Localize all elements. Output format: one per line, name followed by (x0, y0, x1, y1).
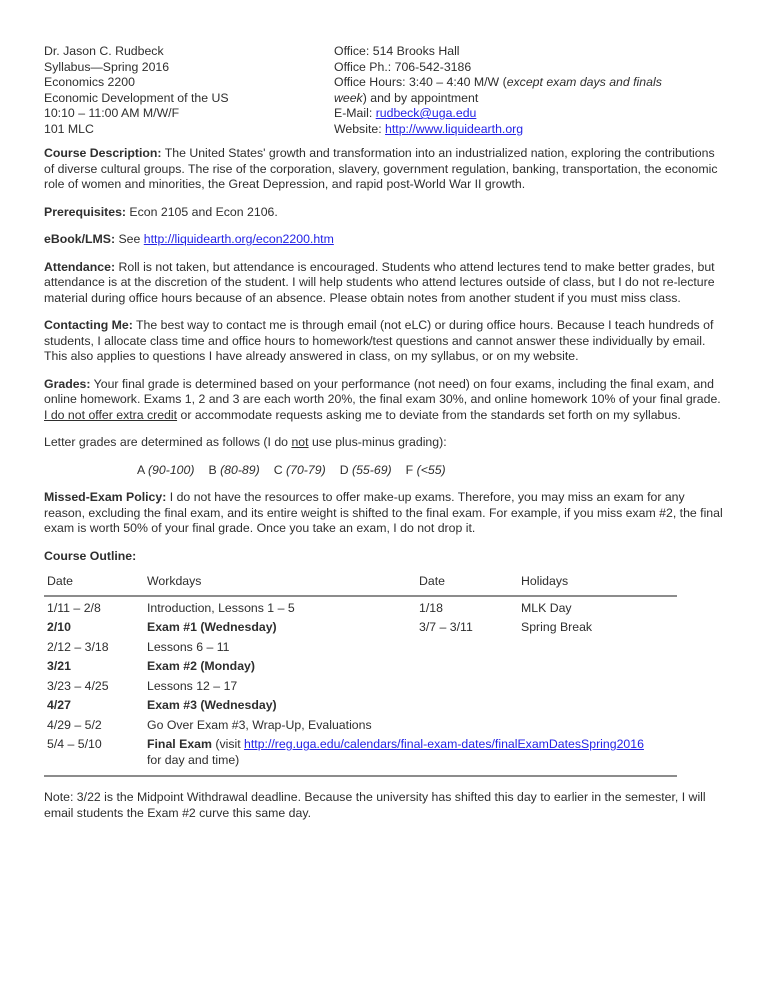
grade-scale-line (137, 463, 725, 479)
row-date: 4/29 – 5/2 (47, 717, 102, 732)
row-holiday-date (419, 659, 521, 675)
grades-no-extra-credit: I do not offer extra credit (44, 407, 178, 422)
syllabus-term: Syllabus—Spring 2016 (44, 59, 170, 74)
final-exam-line1 (147, 737, 677, 753)
row-holiday-date (419, 679, 521, 695)
prerequisites-paragraph (44, 205, 725, 221)
row-holiday-date (419, 640, 521, 656)
grade-range: (<55) (416, 462, 446, 477)
contacting-me-text: The best way to contact me is through email (not eLC) or during office hours. Because I teach hundreds of students, I allocate class time and office hours to homework/test questions and cannot answer these individually by email. This also applies to questions I have already answered in class, on my syllabus, or on my website. (44, 318, 714, 363)
contacting-me-label: Contacting Me: (44, 318, 133, 332)
table-row-final-exam (44, 737, 677, 768)
letter-grades-text-2: use plus-minus grading): (308, 435, 447, 449)
row-date: 2/12 – 3/18 (47, 639, 109, 654)
grade-letter: A (137, 462, 145, 477)
grade-scale-item-d (340, 463, 392, 479)
letter-grades-intro (44, 435, 725, 451)
row-holiday-date: 3/7 – 3/11 (419, 620, 473, 634)
row-holiday-date: 1/18 (419, 600, 443, 615)
row-workdays: Exam #2 (Monday) (147, 659, 255, 673)
grades-paragraph (44, 377, 725, 424)
row-date: 3/21 (47, 659, 71, 673)
attendance-paragraph (44, 260, 725, 307)
website-line (334, 122, 684, 138)
prerequisites-text: Econ 2105 and Econ 2106. (126, 204, 278, 219)
grade-range: (90-100) (147, 462, 195, 477)
header-left-block (44, 44, 334, 137)
office-hours (334, 75, 684, 106)
email-label: E-Mail: (334, 106, 376, 120)
row-date: 1/11 – 2/8 (47, 600, 101, 615)
document-header (44, 44, 725, 137)
ebook-lms-label: eBook/LMS: (44, 232, 116, 246)
row-workdays: Exam #3 (Wednesday) (147, 698, 277, 712)
table-row (44, 640, 677, 656)
course-outline-table (44, 572, 677, 777)
row-holiday-date (419, 698, 521, 714)
attendance-text: Roll is not taken, but attendance is encouraged. Students who attend lectures tend to make better grades, but attendance is at the discretion of the student. I will help students who attend lectures outside of class, but I do not re-lecture material during office hours because of an absence. Please obtain notes from another student if you must miss class. (44, 259, 715, 305)
grades-label: Grades: (44, 376, 91, 391)
letter-grades-not: not (291, 435, 309, 449)
withdrawal-note: Note: 3/22 is the Midpoint Withdrawal deadline. Because the university has shifted this day to earlier in the semester, I will email students the Exam #2 curve this same day. (44, 790, 706, 820)
grade-scale-item-a (137, 463, 194, 479)
course-description-paragraph (44, 146, 725, 193)
missed-exam-policy-label: Missed-Exam Policy: (44, 490, 167, 504)
website-link[interactable]: http://www.liquidearth.org (385, 121, 524, 136)
table-row (44, 620, 677, 636)
row-workdays: Introduction, Lessons 1 – 5 (147, 600, 295, 615)
row-date: 2/10 (47, 620, 71, 634)
table-row (44, 679, 677, 695)
row-date: 4/27 (47, 698, 71, 712)
outline-header-row (44, 572, 677, 597)
row-holiday-date (419, 718, 521, 734)
final-exam-schedule-link[interactable]: http://reg.uga.edu/calendars/final-exam-dates/finalExamDatesSpring2016 (244, 737, 644, 751)
office-location: Office: 514 Brooks Hall (334, 44, 460, 58)
row-workdays: Go Over Exam #3, Wrap-Up, Evaluations (147, 717, 372, 732)
course-outline-heading: Course Outline: (44, 548, 137, 563)
row-workdays: Exam #1 (Wednesday) (147, 620, 277, 634)
row-holiday-name: Spring Break (521, 620, 593, 634)
row-holiday-name (521, 659, 677, 675)
row-holiday-name (521, 698, 677, 714)
table-row (44, 718, 677, 734)
attendance-label: Attendance: (44, 259, 116, 274)
grade-scale-item-f (406, 463, 446, 479)
grade-letter: B (208, 462, 217, 477)
grade-scale-item-b (208, 463, 259, 479)
header-right-block (334, 44, 684, 137)
course-description-text: The United States' growth and transformation into an industrialized nation, exploring the contributions of diverse cultural groups. The rise of the corporation, slavery, government regulation, banking, transportation, the economic role of women and minorities, the Great Depression, and rapid post-World War II growth. (44, 146, 718, 191)
row-holiday-name (521, 679, 677, 695)
course-title: Economic Development of the US (44, 90, 229, 105)
letter-grades-text-1: Letter grades are determined as follows (I do (44, 435, 292, 449)
prerequisites-label: Prerequisites: (44, 204, 127, 219)
class-room: 101 MLC (44, 121, 94, 136)
column-header-date-left: Date (47, 574, 73, 588)
office-phone: Office Ph.: 706-542-3186 (334, 59, 472, 74)
final-exam-cell (147, 737, 677, 768)
row-holiday-name (521, 640, 677, 656)
ebook-lms-paragraph (44, 232, 725, 248)
grade-scale-item-c (274, 463, 326, 479)
grade-range: (70-79) (286, 462, 326, 477)
column-header-holidays: Holidays (521, 574, 569, 588)
row-date: 3/23 – 4/25 (47, 678, 109, 693)
grade-letter: D (339, 462, 349, 477)
final-exam-label: Final Exam (147, 737, 212, 751)
instructor-name: Dr. Jason C. Rudbeck (44, 44, 164, 58)
grade-range: (80-89) (220, 462, 260, 477)
email-link[interactable]: rudbeck@uga.edu (375, 106, 477, 120)
row-workdays: Lessons 12 – 17 (147, 678, 238, 693)
missed-exam-policy-text: I do not have the resources to offer make-up exams. Therefore, you may miss an exam for any reason, excluding the final exam, and its entire weight is shifted to the final exam. For example, if you miss exam #2, the final exam is worth 50% of your final grade. Once you take an exam, I do not drop it. (44, 490, 723, 535)
ebook-lms-text: See (115, 232, 144, 246)
column-header-workdays: Workdays (147, 574, 202, 588)
final-exam-line2: for day and time) (147, 752, 240, 767)
grades-text-2: or accommodate requests asking me to deviate from the standards set forth on my syllabus. (177, 407, 681, 422)
office-hours-post: ) and by appointment (362, 90, 479, 105)
final-exam-visit-text: (visit (211, 737, 245, 751)
email-line (334, 106, 684, 122)
row-date: 5/4 – 5/10 (47, 737, 102, 751)
grade-letter: C (273, 462, 283, 477)
missed-exam-policy-paragraph (44, 490, 725, 537)
row-holiday-name (521, 718, 677, 734)
row-workdays: Lessons 6 – 11 (147, 639, 230, 654)
grades-text-1: Your final grade is determined based on your performance (not need) on four exams, including the final exam, and online homework. Exams 1, 2 and 3 are each worth 20%, the final exam 30%, and online homework 10% of your final grade. (44, 376, 721, 406)
class-meeting-time: 10:10 – 11:00 AM M/W/F (44, 106, 180, 120)
ebook-lms-link[interactable]: http://liquidearth.org/econ2200.htm (143, 232, 334, 246)
office-hours-exception: except exam days and finals week (334, 75, 662, 105)
contacting-me-paragraph (44, 318, 725, 365)
table-row (44, 698, 677, 714)
column-header-date-right: Date (419, 574, 445, 588)
office-hours-pre: Office Hours: 3:40 – 4:40 M/W ( (334, 75, 507, 89)
outline-table-body (44, 601, 677, 778)
website-label: Website: (334, 121, 386, 136)
grade-range: (55-69) (352, 462, 392, 477)
course-number: Economics 2200 (44, 75, 135, 89)
table-row (44, 659, 677, 675)
table-row (44, 601, 677, 617)
grade-letter: F (405, 462, 414, 477)
course-description-label: Course Description: (44, 146, 162, 160)
row-holiday-name: MLK Day (521, 600, 572, 615)
